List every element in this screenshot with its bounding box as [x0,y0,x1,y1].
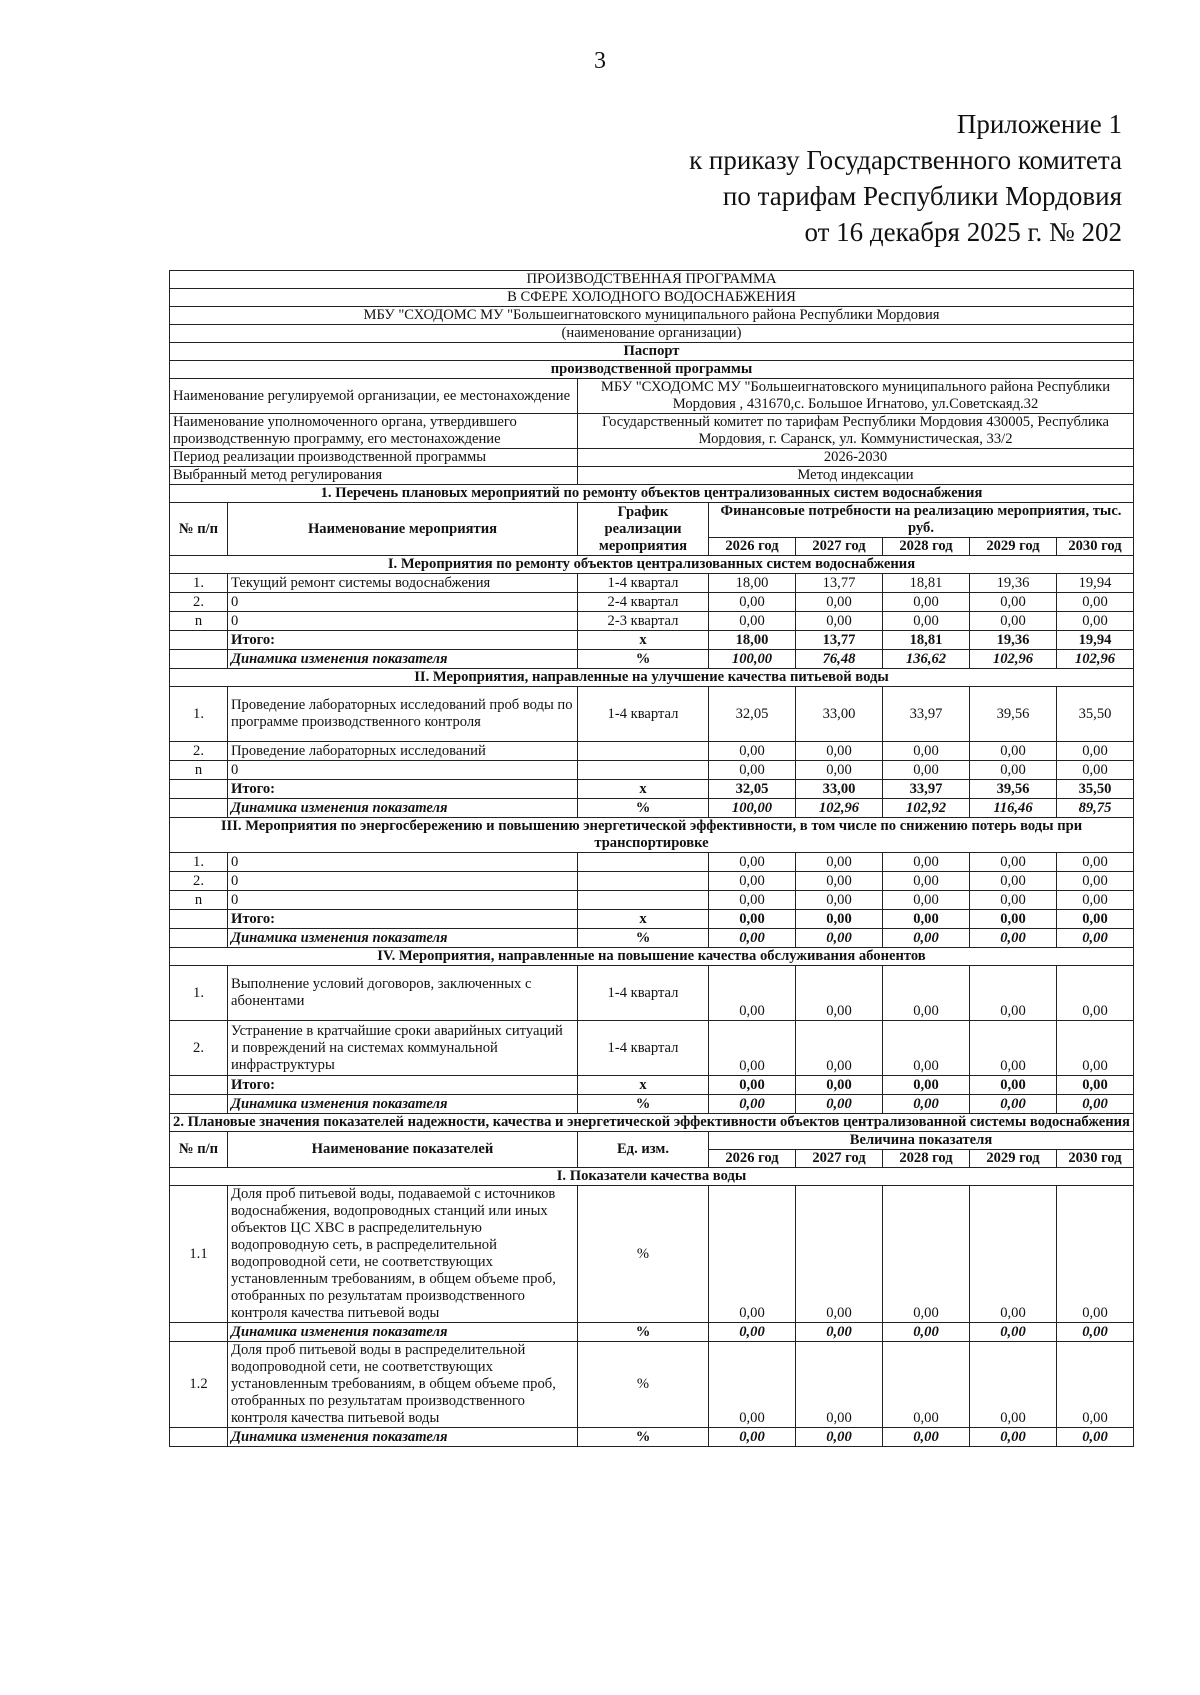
dynamics-value: 0,00 [883,1428,970,1447]
section-2-title: 2. Плановые значения показателей надежности, качества и энергетической эффективности объектов централизованной системы водоснабжения [170,1114,1134,1132]
dynamics-label: Динамика изменения показателя [228,1095,578,1114]
passport-value: МБУ "СХОДОМС МУ "Большеигнатовского муниципального района Республики Мордовия , 431670,с. Большое Игнатово, ул.Советскаяд.32 [578,379,1134,414]
row-value: 0,00 [796,593,883,612]
section-1-title [170,485,1134,503]
indicator-value: 0,00 [709,1186,796,1323]
row-value: 0,00 [970,891,1057,910]
row-schedule [578,891,709,910]
row-value: 33,97 [883,687,970,742]
total-value: 0,00 [796,1076,883,1095]
dynamics-value: 0,00 [883,1323,970,1342]
organization-name [170,307,1134,325]
row-value: 0,00 [796,891,883,910]
row-value: 0,00 [970,761,1057,780]
row-value: 0,00 [1057,742,1134,761]
indicator-name: Доля проб питьевой воды, подаваемой с источников водоснабжения, водопроводных станций или иных объектов ЦС ХВС в распределительную водопроводную сеть, в распределительной водопроводной сети, не соответствующих установленным требованиям, в общем объеме проб, отобранных по результатам производственного контроля качества питьевой воды [228,1186,578,1323]
indicator-value: 0,00 [970,1186,1057,1323]
row-value: 0,00 [1057,891,1134,910]
row-value: 0,00 [970,742,1057,761]
column-header-year: 2029 год [970,538,1057,556]
dynamics-label: Динамика изменения показателя [228,650,578,669]
table-row [170,966,1134,1021]
row-value: 0,00 [883,1021,970,1076]
total-value: 0,00 [883,1076,970,1095]
row-schedule [578,853,709,872]
passport-row [170,467,1134,485]
row-value: 33,00 [796,687,883,742]
dynamics-value: 0,00 [709,1095,796,1114]
table-row [170,1021,1134,1076]
organization-name: МБУ "СХОДОМС МУ "Большеигнатовского муниципального района Республики Мордовия [170,307,1134,325]
column-header-year: 2030 год [1057,1150,1134,1168]
passport-label: Наименование уполномоченного органа, утвердившего производственную программу, его местонахождение [170,414,578,449]
indicator-value: 0,00 [883,1186,970,1323]
row-value: 0,00 [1057,853,1134,872]
dynamics-row [170,1095,1134,1114]
passport-label: Выбранный метод регулирования [170,467,578,485]
row-value: 0,00 [1057,612,1134,631]
dynamics-unit: % [578,929,709,948]
dynamics-value: 100,00 [709,650,796,669]
dynamics-value: 0,00 [796,1323,883,1342]
empty-cell [170,1095,228,1114]
dynamics-unit: % [578,1323,709,1342]
table-row [170,891,1134,910]
dynamics-value: 0,00 [1057,1428,1134,1447]
dynamics-value: 102,96 [1057,650,1134,669]
row-name: Проведение лабораторных исследований проб воды по программе производственного контроля [228,687,578,742]
table-row [170,593,1134,612]
row-name: Текущий ремонт системы водоснабжения [228,574,578,593]
dynamics-value: 0,00 [709,1428,796,1447]
dynamics-value: 102,96 [970,650,1057,669]
column-header-name: Наименование мероприятия [228,503,578,556]
row-value: 0,00 [796,853,883,872]
dynamics-value: 116,46 [970,799,1057,818]
dynamics-row [170,1323,1134,1342]
empty-cell [170,1076,228,1095]
dynamics-value: 0,00 [970,1428,1057,1447]
dynamics-unit: % [578,1428,709,1447]
row-value: 0,00 [709,853,796,872]
total-value: 39,56 [970,780,1057,799]
dynamics-value: 0,00 [796,1095,883,1114]
passport-value: 2026-2030 [578,449,1134,467]
dynamics-value: 0,00 [970,1095,1057,1114]
dynamics-unit: % [578,650,709,669]
row-number: 1.1 [170,1186,228,1323]
total-row [170,631,1134,650]
indicator-row [170,1186,1134,1323]
row-value: 0,00 [709,742,796,761]
dynamics-value: 102,92 [883,799,970,818]
row-number: n [170,761,228,780]
row-value: 0,00 [883,761,970,780]
total-value: 0,00 [970,1076,1057,1095]
column-header-year: 2026 год [709,538,796,556]
row-value: 0,00 [1057,593,1134,612]
program-title [170,271,1134,289]
dynamics-unit: % [578,1095,709,1114]
table-row [170,687,1134,742]
total-value: 0,00 [1057,910,1134,929]
row-name: 0 [228,853,578,872]
dynamics-value: 0,00 [970,1323,1057,1342]
row-value: 18,00 [709,574,796,593]
row-value: 0,00 [883,593,970,612]
dynamics-value: 0,00 [1057,1095,1134,1114]
organization-caption [170,325,1134,343]
row-value: 18,81 [883,574,970,593]
total-value: 35,50 [1057,780,1134,799]
row-name: 0 [228,872,578,891]
total-value: 19,94 [1057,631,1134,650]
row-schedule [578,872,709,891]
row-value: 0,00 [883,966,970,1021]
group-title: II. Мероприятия, направленные на улучшение качества питьевой воды [170,669,1134,687]
row-value: 0,00 [970,853,1057,872]
row-value: 0,00 [1057,1021,1134,1076]
row-number: n [170,612,228,631]
section-1-header [170,503,1134,538]
row-value: 0,00 [1057,872,1134,891]
dynamics-value: 136,62 [883,650,970,669]
column-header-number: № п/п [170,1132,228,1168]
dynamics-label: Динамика изменения показателя [228,1428,578,1447]
row-name: Устранение в кратчайшие сроки аварийных ситуаций и повреждений на системах коммунальной инфраструктуры [228,1021,578,1076]
row-value: 0,00 [709,966,796,1021]
total-value: 33,00 [796,780,883,799]
row-number: 2. [170,1021,228,1076]
row-schedule: 2-4 квартал [578,593,709,612]
dynamics-value: 0,00 [709,1323,796,1342]
total-unit: х [578,1076,709,1095]
row-schedule [578,761,709,780]
total-value: 0,00 [970,910,1057,929]
dynamics-label: Динамика изменения показателя [228,799,578,818]
total-value: 18,81 [883,631,970,650]
row-number: 2. [170,593,228,612]
dynamics-value: 89,75 [1057,799,1134,818]
row-schedule: 1-4 квартал [578,966,709,1021]
column-header-value: Величина показателя [709,1132,1134,1150]
row-value: 0,00 [1057,966,1134,1021]
row-schedule: 1-4 квартал [578,687,709,742]
row-schedule: 1-4 квартал [578,574,709,593]
row-value: 0,00 [796,966,883,1021]
dynamics-row [170,929,1134,948]
total-label: Итого: [228,631,578,650]
appendix-line-2: к приказу Государственного комитета [689,145,1122,175]
row-value: 0,00 [883,891,970,910]
dynamics-row [170,650,1134,669]
passport-value: Метод индексации [578,467,1134,485]
section-1-title: 1. Перечень плановых мероприятий по ремонту объектов централизованных систем водоснабжения [170,485,1134,503]
appendix-line-4: от 16 декабря 2025 г. № 202 [804,217,1122,247]
section-2-title [170,1114,1134,1132]
row-name: Проведение лабораторных исследований [228,742,578,761]
column-header-year: 2027 год [796,1150,883,1168]
group-title [170,556,1134,574]
row-schedule: 1-4 квартал [578,1021,709,1076]
row-value: 19,94 [1057,574,1134,593]
dynamics-value: 0,00 [970,929,1057,948]
group-title: IV. Мероприятия, направленные на повышение качества обслуживания абонентов [170,948,1134,966]
row-number: n [170,891,228,910]
total-value: 0,00 [883,910,970,929]
row-name: 0 [228,612,578,631]
dynamics-label: Динамика изменения показателя [228,1323,578,1342]
row-value: 0,00 [970,612,1057,631]
indicator-value: 0,00 [796,1342,883,1428]
dynamics-row [170,1428,1134,1447]
dynamics-value: 0,00 [796,929,883,948]
total-value: 32,05 [709,780,796,799]
empty-cell [170,631,228,650]
table-row [170,612,1134,631]
passport-title [170,343,1134,361]
group-title: I. Мероприятия по ремонту объектов централизованных систем водоснабжения [170,556,1134,574]
column-header-schedule: График реализации мероприятия [578,503,709,556]
appendix-line-3: по тарифам Республики Мордовия [722,181,1122,211]
program-title: ПРОИЗВОДСТВЕННАЯ ПРОГРАММА [170,271,1134,289]
empty-cell [170,799,228,818]
row-value: 0,00 [796,742,883,761]
total-value: 19,36 [970,631,1057,650]
row-value: 0,00 [883,612,970,631]
dynamics-value: 0,00 [709,929,796,948]
dynamics-value: 76,48 [796,650,883,669]
total-row [170,910,1134,929]
total-row [170,780,1134,799]
dynamics-value: 0,00 [1057,929,1134,948]
dynamics-row [170,799,1134,818]
passport-subtitle [170,361,1134,379]
appendix-header [689,106,1122,250]
dynamics-value: 102,96 [796,799,883,818]
total-unit: х [578,910,709,929]
group-title [170,669,1134,687]
group-title: I. Показатели качества воды [170,1168,1134,1186]
passport-label: Наименование регулируемой организации, ее местонахождение [170,379,578,414]
passport-row [170,414,1134,449]
row-value: 13,77 [796,574,883,593]
row-value: 19,36 [970,574,1057,593]
passport-subtitle: производственной программы [170,361,1134,379]
empty-cell [170,910,228,929]
row-value: 0,00 [970,966,1057,1021]
indicator-value: 0,00 [1057,1342,1134,1428]
appendix-line-1: Приложение 1 [956,109,1122,139]
row-value: 0,00 [709,872,796,891]
dynamics-value: 0,00 [883,929,970,948]
empty-cell [170,650,228,669]
row-number: 1. [170,853,228,872]
row-value: 32,05 [709,687,796,742]
row-value: 0,00 [883,742,970,761]
program-subtitle [170,289,1134,307]
row-number: 1.2 [170,1342,228,1428]
row-number: 1. [170,687,228,742]
passport-title: Паспорт [170,343,1134,361]
column-header-year: 2028 год [883,1150,970,1168]
row-schedule [578,742,709,761]
empty-cell [170,780,228,799]
passport-row [170,449,1134,467]
row-value: 0,00 [1057,761,1134,780]
row-name: Выполнение условий договоров, заключенных с абонентами [228,966,578,1021]
column-header-finance: Финансовые потребности на реализацию мероприятия, тыс. руб. [709,503,1134,538]
group-title [170,1168,1134,1186]
empty-cell [170,929,228,948]
total-value: 33,97 [883,780,970,799]
column-header-unit: Ед. изм. [578,1132,709,1168]
row-schedule: 2-3 квартал [578,612,709,631]
column-header-year: 2029 год [970,1150,1057,1168]
indicator-unit: % [578,1186,709,1323]
row-number: 2. [170,872,228,891]
row-value: 0,00 [709,612,796,631]
indicator-unit: % [578,1342,709,1428]
indicator-value: 0,00 [796,1186,883,1323]
table-row [170,761,1134,780]
total-unit: х [578,631,709,650]
dynamics-unit: % [578,799,709,818]
indicator-row [170,1342,1134,1428]
group-title: III. Мероприятия по энергосбережению и повышению энергетической эффективности, в том числе по снижению потерь воды при транспортировке [170,818,1134,853]
total-value: 0,00 [796,910,883,929]
total-value: 0,00 [709,910,796,929]
organization-caption: (наименование организации) [170,325,1134,343]
row-value: 0,00 [796,1021,883,1076]
indicator-value: 0,00 [1057,1186,1134,1323]
total-row [170,1076,1134,1095]
indicator-value: 0,00 [970,1342,1057,1428]
row-value: 0,00 [970,872,1057,891]
row-value: 39,56 [970,687,1057,742]
row-number: 1. [170,574,228,593]
passport-row [170,379,1134,414]
table-row [170,742,1134,761]
dynamics-value: 0,00 [883,1095,970,1114]
column-header-indicator: Наименование показателей [228,1132,578,1168]
total-value: 18,00 [709,631,796,650]
total-label: Итого: [228,780,578,799]
dynamics-label: Динамика изменения показателя [228,929,578,948]
row-value: 35,50 [1057,687,1134,742]
total-unit: х [578,780,709,799]
table-row [170,853,1134,872]
row-value: 0,00 [796,612,883,631]
column-header-year: 2028 год [883,538,970,556]
page-number: 3 [594,48,606,74]
column-header-number: № п/п [170,503,228,556]
production-program-table [169,270,1134,1447]
row-value: 0,00 [883,872,970,891]
indicator-value: 0,00 [709,1342,796,1428]
dynamics-value: 100,00 [709,799,796,818]
row-value: 0,00 [709,1021,796,1076]
column-header-year: 2030 год [1057,538,1134,556]
column-header-year: 2027 год [796,538,883,556]
table-row [170,872,1134,891]
total-value: 13,77 [796,631,883,650]
row-number: 1. [170,966,228,1021]
row-value: 0,00 [796,761,883,780]
row-value: 0,00 [796,872,883,891]
group-title [170,818,1134,853]
dynamics-value: 0,00 [796,1428,883,1447]
row-name: 0 [228,761,578,780]
row-value: 0,00 [709,761,796,780]
row-value: 0,00 [970,1021,1057,1076]
passport-label: Период реализации производственной программы [170,449,578,467]
row-value: 0,00 [970,593,1057,612]
indicator-name: Доля проб питьевой воды в распределительной водопроводной сети, не соответствующих установленным требованиям, в общем объеме проб, отобранных по результатам производственного контроля качества питьевой воды [228,1342,578,1428]
row-value: 0,00 [709,891,796,910]
empty-cell [170,1323,228,1342]
empty-cell [170,1428,228,1447]
row-value: 0,00 [883,853,970,872]
row-value: 0,00 [709,593,796,612]
program-subtitle: В СФЕРЕ ХОЛОДНОГО ВОДОСНАБЖЕНИЯ [170,289,1134,307]
group-title [170,948,1134,966]
row-name: 0 [228,593,578,612]
total-value: 0,00 [709,1076,796,1095]
row-number: 2. [170,742,228,761]
row-name: 0 [228,891,578,910]
indicator-value: 0,00 [883,1342,970,1428]
table-row [170,574,1134,593]
total-label: Итого: [228,910,578,929]
total-value: 0,00 [1057,1076,1134,1095]
dynamics-value: 0,00 [1057,1323,1134,1342]
section-2-header [170,1132,1134,1150]
passport-value: Государственный комитет по тарифам Республики Мордовия 430005, Республика Мордовия, г. Саранск, ул. Коммунистическая, 33/2 [578,414,1134,449]
column-header-year: 2026 год [709,1150,796,1168]
total-label: Итого: [228,1076,578,1095]
